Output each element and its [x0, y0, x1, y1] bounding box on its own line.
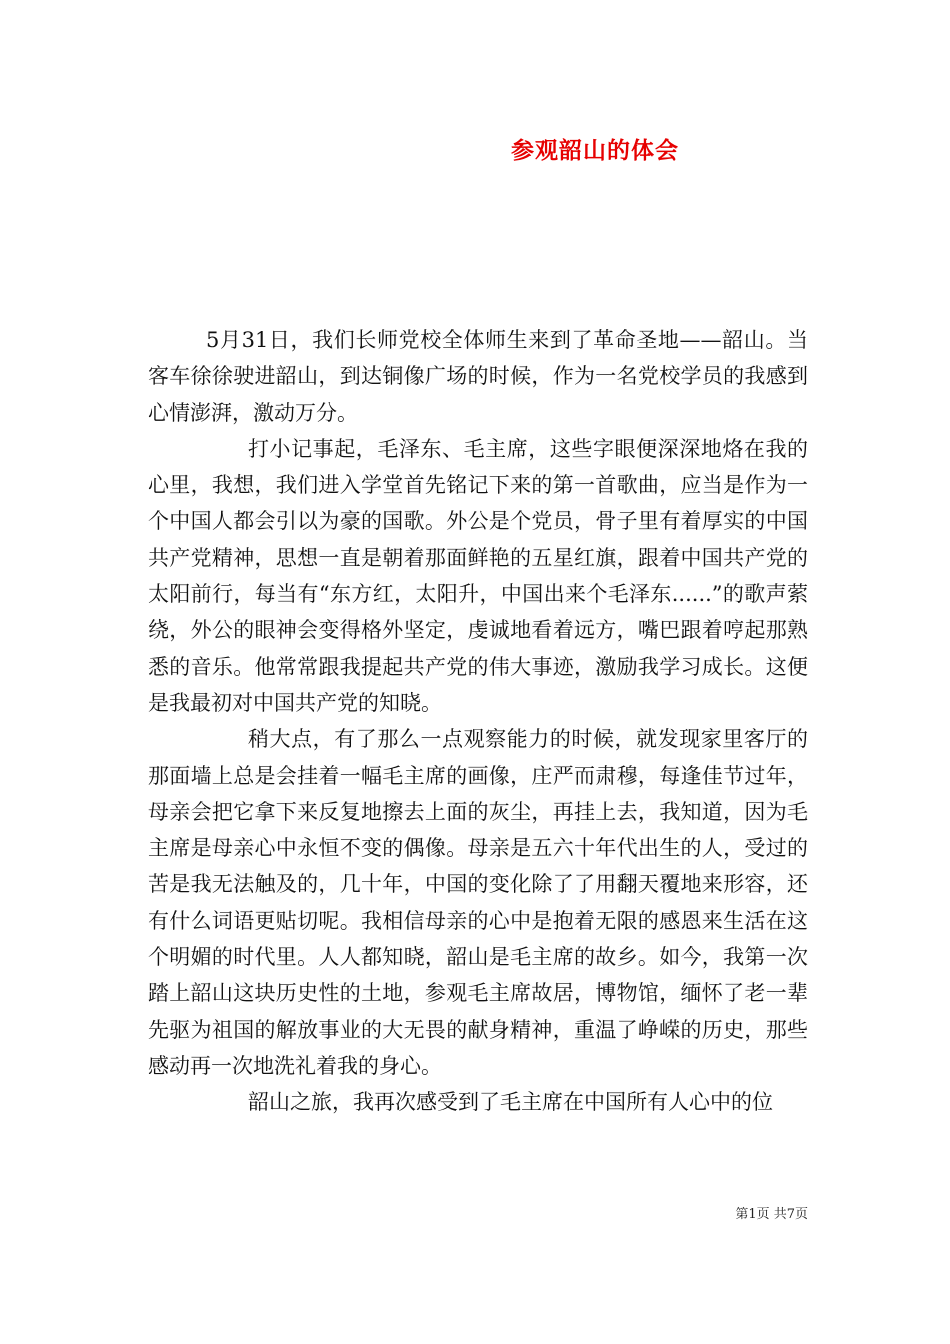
paragraph-2: 打小记事起，毛泽东、毛主席，这些字眼便深深地烙在我的心里，我想，我们进入学堂首先铭记下来的第一首歌曲，应当是作为一个中国人都会引以为豪的国歌。外公是个党员，骨子里有着厚实的中国共产党精神，思想一直是朝着那面鲜艳的五星红旗，跟着中国共产党的太阳前行，每当有“东方红，太阳升，中国出来个毛泽东......”的歌声萦绕，外公的眼神会变得格外坚定，虔诚地看着远方，嘴巴跟着哼起那熟悉的音乐。他常常跟我提起共产党的伟大事迹，激励我学习成长。这便是我最初对中国共产党的知晓。	[148, 436, 808, 715]
document-title: 参观韶山的体会	[511, 138, 679, 164]
document-body	[148, 322, 808, 1121]
paragraph-4: 韶山之旅，我再次感受到了毛主席在中国所有人心中的位	[248, 1090, 773, 1115]
paragraph-3: 稍大点，有了那么一点观察能力的时候，就发现家里客厅的那面墙上总是会挂着一幅毛主席的画像，庄严而肃穆，每逢佳节过年，母亲会把它拿下来反复地擦去上面的灰尘，再挂上去，我知道，因为毛主席是母亲心中永恒不变的偶像。母亲是五六十年代出生的人，受过的苦是我无法触及的，几十年，中国的变化除了了用翻天覆地来形容，还有什么词语更贴切呢。我相信母亲的心中是抱着无限的感恩来生活在这个明媚的时代里。人人都知晓，韶山是毛主席的故乡。如今，我第一次踏上韶山这块历史性的土地，参观毛主席故居，博物馆，缅怀了老一辈先驱为祖国的解放事业的大无畏的献身精神，重温了峥嵘的历史，那些感动再一次地洗礼着我的身心。	[148, 727, 808, 1078]
page-number-footer: 第1页 共7页	[735, 1207, 808, 1222]
paragraph-1: 5月31日，我们长师党校全体师生来到了革命圣地——韶山。当客车徐徐驶进韶山，到达铜像广场的时候，作为一名党校学员的我感到心情澎湃，激动万分。	[148, 328, 808, 425]
